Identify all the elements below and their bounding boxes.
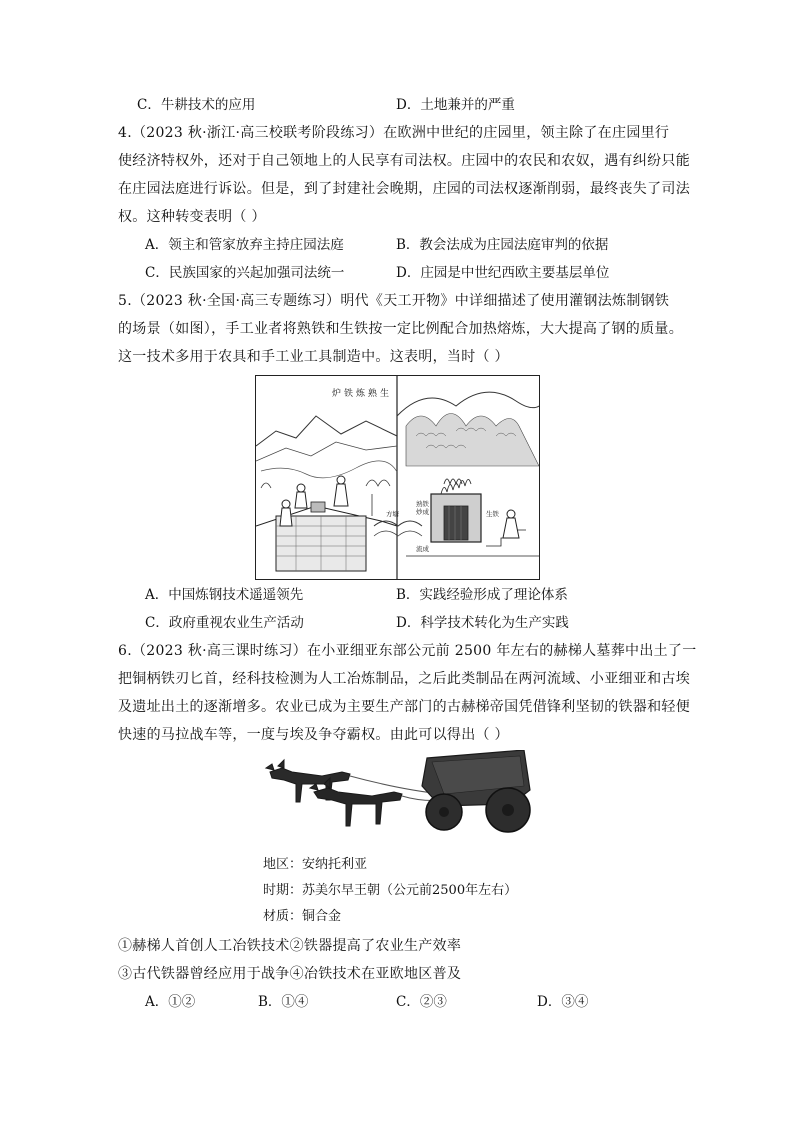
q5-stem-line-2: 的场景（如图），手工业者将熟铁和生铁按一定比例配合加热熔炼，大大提高了钢的质量。 — [118, 321, 683, 337]
q4-option-c: C．民族国家的兴起加强司法统一 — [145, 265, 345, 281]
bronze-chariot-model-photo — [262, 750, 534, 838]
q6-stem-line-2: 把铜柄铁刃匕首，经科技检测为人工冶炼制品，之后此类制品在两河流域、小亚细亚和古埃 — [118, 671, 690, 687]
svg-text:炒成: 炒成 — [416, 508, 429, 516]
svg-text:生: 生 — [380, 389, 390, 399]
svg-text:流成: 流成 — [416, 545, 429, 553]
q5-option-b: B．实践经验形成了理论体系 — [396, 587, 568, 603]
svg-text:熟: 熟 — [368, 389, 378, 399]
figure-caption-region: 地区：安纳托利亚 — [263, 857, 368, 872]
q6-stem-line-4: 快速的马拉战车等，一度与埃及争夺霸权。由此可以得出（ ） — [118, 727, 509, 743]
svg-text:炼: 炼 — [356, 389, 366, 399]
figure-caption-period: 时期：苏美尔早王朝（公元前2500年左右） — [263, 883, 518, 898]
q4-stem-line-3: 在庄园法庭进行诉讼。但是，到了封建社会晚期，庄园的司法权逐渐削弱，最终丧失了司法 — [118, 181, 690, 197]
svg-text:铁: 铁 — [344, 389, 354, 399]
q6-statements-line-1: ①赫梯人首创人工冶铁技术②铁器提高了农业生产效率 — [118, 938, 462, 954]
q4-option-d: D．庄园是中世纪西欧主要基层单位 — [396, 265, 610, 281]
q5-stem-line-1: 5.（2023 秋·全国·高三专题练习）明代《天工开物》中详细描述了使用灌钢法炼制钢铁 — [118, 293, 670, 309]
q5-option-c: C．政府重视农业生产活动 — [145, 615, 304, 631]
q6-option-b: B．①④ — [258, 994, 309, 1010]
q5-stem-line-3: 这一技术多用于农具和手工业工具制造中。这表明，当时（ ） — [118, 349, 509, 365]
q6-option-d: D．③④ — [537, 994, 589, 1010]
q4-stem-line-4: 权。这种转变表明（ ） — [118, 209, 266, 225]
q4-option-b: B．教会法成为庄园法庭审判的依据 — [396, 237, 609, 253]
q4-stem-line-1: 4.（2023 秋·浙江·高三校联考阶段练习）在欧洲中世纪的庄园里，领主除了在庄园里行 — [118, 125, 670, 141]
q5-option-d: D．科学技术转化为生产实践 — [396, 615, 569, 631]
q6-option-c: C．②③ — [396, 994, 447, 1010]
q3-option-c: C．牛耕技术的应用 — [137, 97, 256, 113]
q6-stem-line-1: 6.（2023 秋·高三课时练习）在小亚细亚东部公元前 2500 年左右的赫梯人墓葬中出土了一 — [118, 643, 697, 659]
svg-text:炉: 炉 — [332, 389, 342, 399]
q4-stem-line-2: 使经济特权外，还对于自己领地上的人民享有司法权。庄园中的农民和农奴，遇有纠纷只能 — [118, 153, 690, 169]
steelmaking-woodblock-illustration — [255, 375, 540, 580]
q4-option-a: A．领主和管家放弃主持庄园法庭 — [145, 237, 344, 253]
svg-text:生铁: 生铁 — [486, 510, 499, 518]
q6-stem-line-3: 及遗址出土的逐渐增多。农业已成为主要生产部门的古赫梯帝国凭借锋利坚韧的铁器和轻便 — [118, 699, 690, 715]
q3-option-d: D．土地兼并的严重 — [396, 97, 515, 113]
svg-text:熟铁: 熟铁 — [416, 500, 429, 508]
q6-statements-line-2: ③古代铁器曾经应用于战争④冶铁技术在亚欧地区普及 — [118, 966, 462, 982]
q5-option-a: A．中国炼钢技术遥遥领先 — [145, 587, 304, 603]
figure-caption-material: 材质：铜合金 — [263, 909, 342, 924]
svg-text:方塘: 方塘 — [386, 510, 399, 518]
q6-option-a: A．①② — [145, 994, 196, 1010]
